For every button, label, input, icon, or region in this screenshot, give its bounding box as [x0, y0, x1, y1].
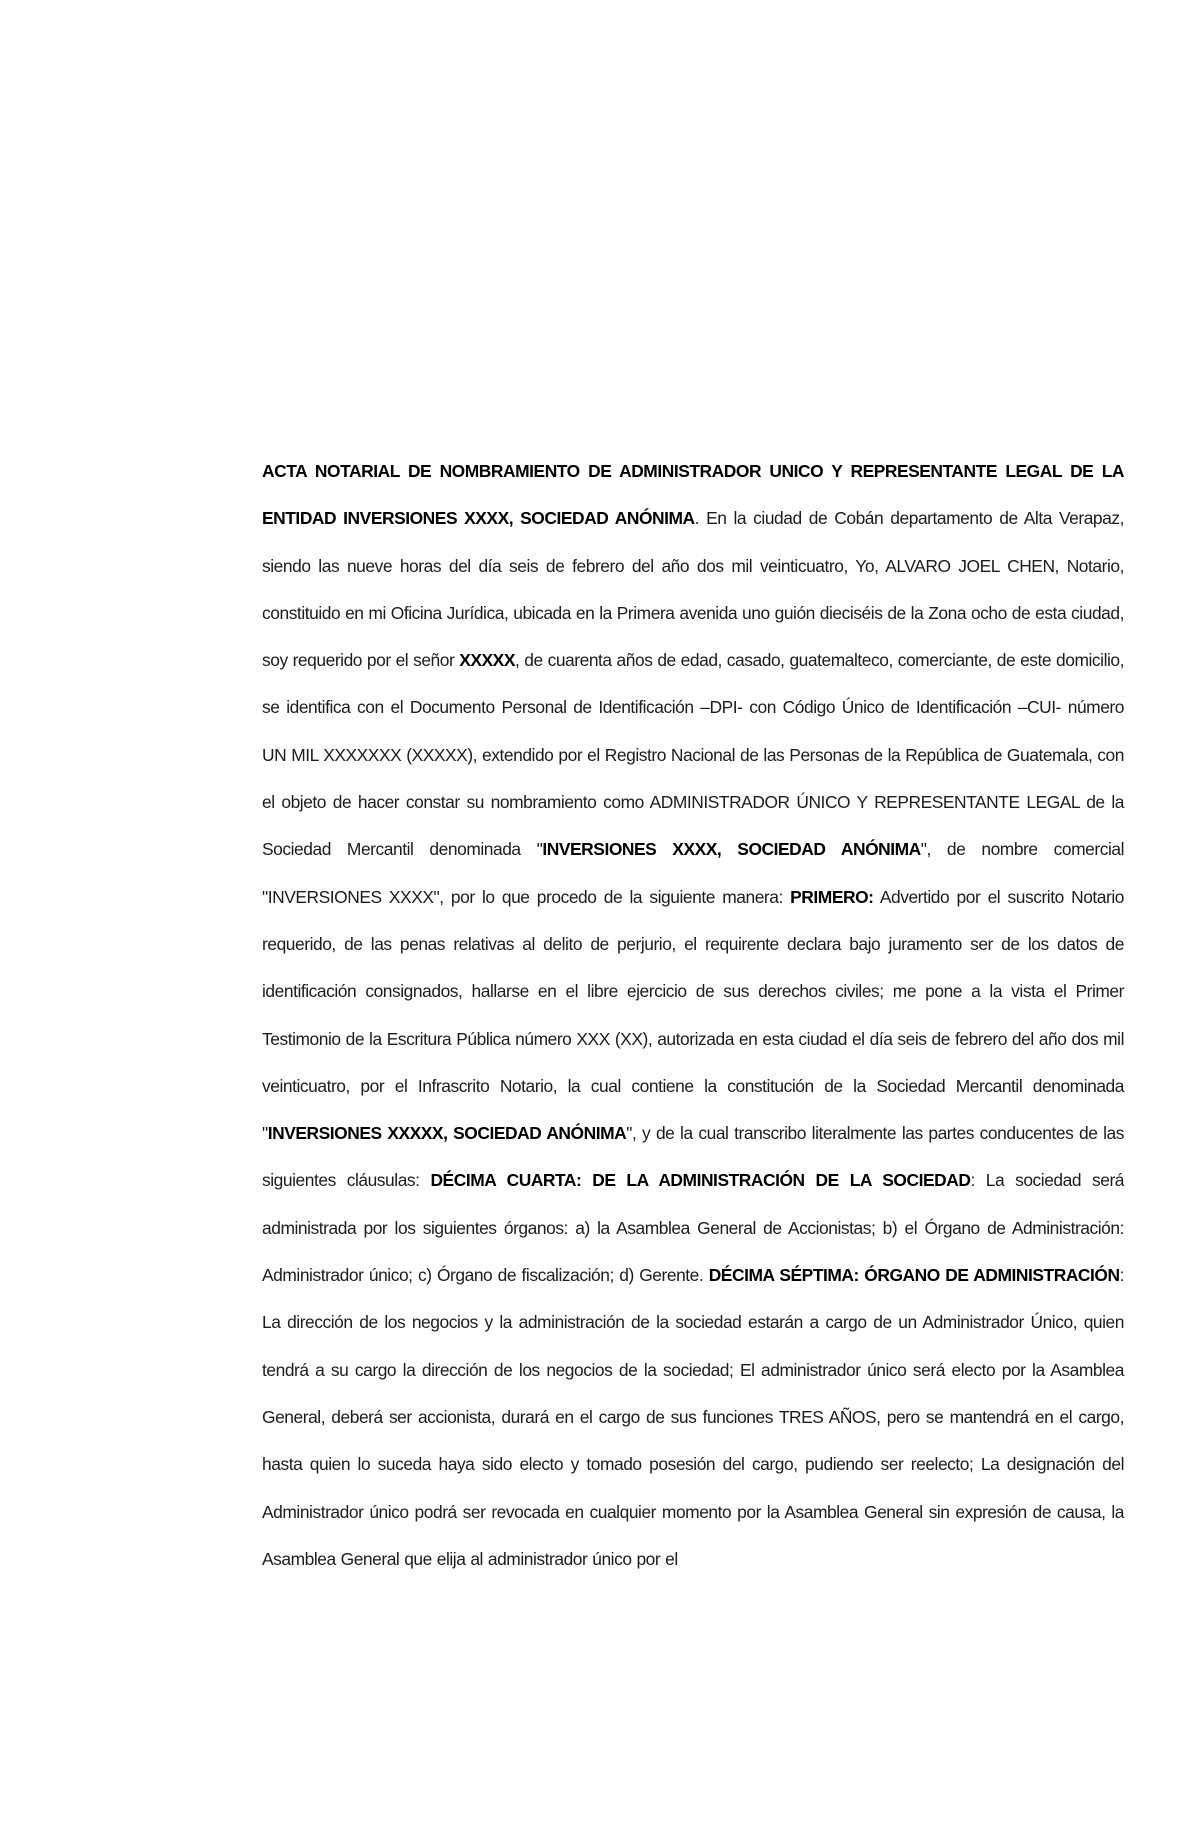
document-body: [262, 448, 1124, 1583]
company-name: INVERSIONES XXXX, SOCIEDAD ANÓNIMA: [542, 839, 921, 860]
text-run: Advertido por el suscrito Notario requerido, de las penas relativas al delito de perjurio, el requirente declara bajo juramento ser de los datos de identificación consignados, hallarse en el libre ejercicio de sus derechos civiles; me pone a la vista el Primer Testimonio de la Escritura Pública número XXX (XX), autorizada en esta ciudad el día seis de febrero del año dos mil veinticuatro, por el Infrascrito Notario, la cual contiene la constitución de la Sociedad Mercantil denominada ": [262, 886, 1124, 1144]
clause-heading-decima-cuarta: DÉCIMA CUARTA: DE LA ADMINISTRACIÓN DE LA SOCIEDAD: [430, 1170, 971, 1191]
text-run: : La sociedad será administrada por los siguientes órganos: a) la Asamblea General de Accionistas; b) el Órgano de Administración: Administrador único; c) Órgano de fiscalización; d) Gerente.: [262, 1170, 1125, 1286]
notarial-act-paragraph: [262, 448, 1124, 1583]
clause-heading-primero: PRIMERO:: [790, 886, 874, 907]
requirer-name: XXXXX: [459, 650, 515, 671]
text-run: . En la ciudad de Cobán departamento de Alta Verapaz, siendo las nueve horas del día seis de febrero del año dos mil veinticuatro, Yo, ALVARO JOEL CHEN, Notario, constituido en mi Oficina Jurídica, ubicada en la Primera avenida uno guión dieciséis de la Zona ocho de esta ciudad, soy requerido por el señor: [262, 508, 1124, 671]
text-run: ", y de la cual transcribo literalmente las partes conducentes de las siguientes cláusulas:: [262, 1123, 1124, 1191]
clause-heading-decima-septima: DÉCIMA SÉPTIMA: ÓRGANO DE ADMINISTRACIÓN: [708, 1265, 1120, 1286]
text-run: : La dirección de los negocios y la administración de la sociedad estarán a cargo de un Administrador Único, quien tendrá a su cargo la dirección de los negocios de la sociedad; El administrador único será electo por la Asamblea General, deberá ser accionista, durará en el cargo de sus funciones TRES AÑOS, pero se mantendrá en el cargo, hasta quien lo suceda haya sido electo y tomado posesión del cargo, pudiendo ser reelecto; La designación del Administrador único podrá ser revocada en cualquier momento por la Asamblea General sin expresión de causa, la Asamblea General que elija al administrador único por el: [262, 1265, 1124, 1569]
text-run: ", de nombre comercial "INVERSIONES XXXX", por lo que procedo de la siguiente manera:: [262, 839, 1124, 907]
document-title: ACTA NOTARIAL DE NOMBRAMIENTO DE ADMINISTRADOR UNICO Y REPRESENTANTE LEGAL DE LA ENTIDAD INVERSIONES XXXX, SOCIEDAD ANÓNIMA: [262, 461, 1124, 529]
company-name: INVERSIONES XXXXX, SOCIEDAD ANÓNIMA: [267, 1123, 627, 1144]
text-run: , de cuarenta años de edad, casado, guatemalteco, comerciante, de este domicilio, se identifica con el Documento Personal de Identificación –DPI- con Código Único de Identificación –CUI- número UN MIL XXXXXXX (XXXXX), extendido por el Registro Nacional de las Personas de la República de Guatemala, con el objeto de hacer constar su nombramiento como ADMINISTRADOR ÚNICO Y REPRESENTANTE LEGAL de la Sociedad Mercantil denominada ": [262, 650, 1125, 860]
